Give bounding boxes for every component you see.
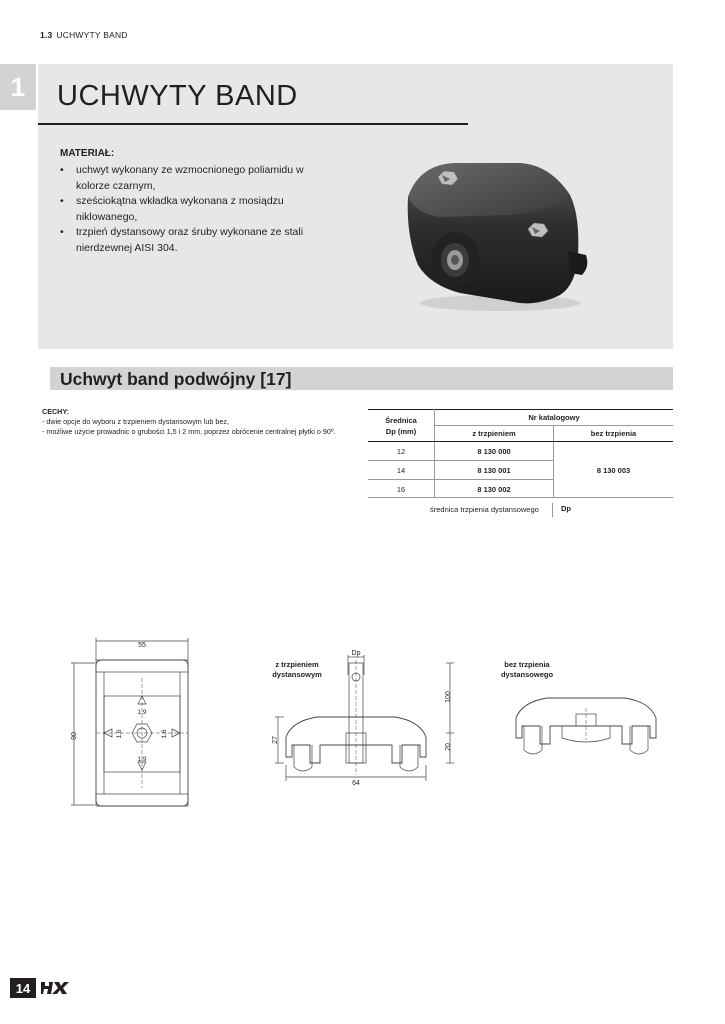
col-with-pin-header: z trzpieniem (435, 426, 554, 442)
front-view-drawing (66, 638, 201, 813)
product-photo (400, 155, 600, 315)
material-item: • trzpień dystansowy oraz śruby wykonane ze stali nierdzewnej AISI 304. (60, 225, 320, 256)
feature-line: - dwie opcje do wyboru z trzpieniem dystansowym lub bez, (42, 417, 229, 426)
hx-logo (41, 981, 71, 995)
cell-with-pin: 8 130 001 (435, 461, 554, 480)
chapter-tab: 1 (0, 64, 36, 110)
material-list (60, 163, 320, 256)
section-title: Uchwyt band podwójny [17] (60, 369, 292, 389)
col-without-pin-header: bez trzpienia (554, 426, 674, 442)
page-title: UCHWYTY BAND (57, 80, 298, 112)
with-pin-drawing (272, 645, 462, 790)
dim-height-27: 27 (272, 736, 279, 744)
table-row (368, 442, 673, 461)
without-pin-label: bez trzpienia dystansowego (500, 660, 554, 679)
table-bottom-rule (368, 497, 673, 498)
catalog-table (368, 409, 673, 498)
dim-d: 1,9 (137, 756, 147, 763)
features-block (42, 407, 342, 437)
cell-without-pin: 8 130 003 (596, 465, 631, 475)
legend-symbol: Dp (552, 503, 571, 517)
dim-height: 90 (71, 732, 78, 740)
header-section-number: 1.3 (40, 30, 53, 40)
legend (430, 504, 571, 514)
dim-width-64: 64 (352, 780, 360, 787)
feature-line: - możliwe użycie prowadnic o grubości 1,5 i 2 mm, poprzez obrócenie centralnej płytki o 90º. (42, 427, 336, 436)
material-item: • sześciokątna wkładka wykonana z mosiądzu niklowanego, (60, 194, 320, 225)
dim-dp: Dp (351, 650, 361, 657)
dim-height-100: 100 (445, 691, 452, 703)
material-heading: MATERIAŁ: (60, 148, 115, 159)
cell-diameter: 14 (368, 461, 435, 480)
features-heading: CECHY: (42, 407, 70, 416)
material-item: • uchwyt wykonany ze wzmocnionego poliamidu w kolorze czarnym, (60, 163, 320, 194)
col-diameter-header: Średnica Dp (mm) (368, 410, 435, 442)
dim-width: 55 (138, 642, 146, 649)
title-divider (38, 123, 468, 125)
header-section-name: UCHWYTY BAND (56, 30, 128, 40)
page-number: 14 (10, 978, 36, 998)
with-pin-label: z trzpieniem dystansowym (272, 660, 322, 679)
without-pin-drawing (510, 690, 670, 770)
dim-height-20: 20 (445, 743, 452, 751)
cell-with-pin: 8 130 000 (435, 442, 554, 461)
dim-b: 1,6 (116, 729, 123, 739)
col-catalog-header: Nr katalogowy (435, 410, 674, 426)
cell-with-pin: 8 130 002 (435, 480, 554, 499)
running-header (40, 30, 128, 40)
legend-text: średnica trzpienia dystansowego (430, 505, 539, 514)
cell-diameter: 16 (368, 480, 435, 499)
cell-diameter: 12 (368, 442, 435, 461)
dim-a: 1,9 (137, 709, 147, 716)
dim-c: 1,6 (161, 729, 168, 739)
